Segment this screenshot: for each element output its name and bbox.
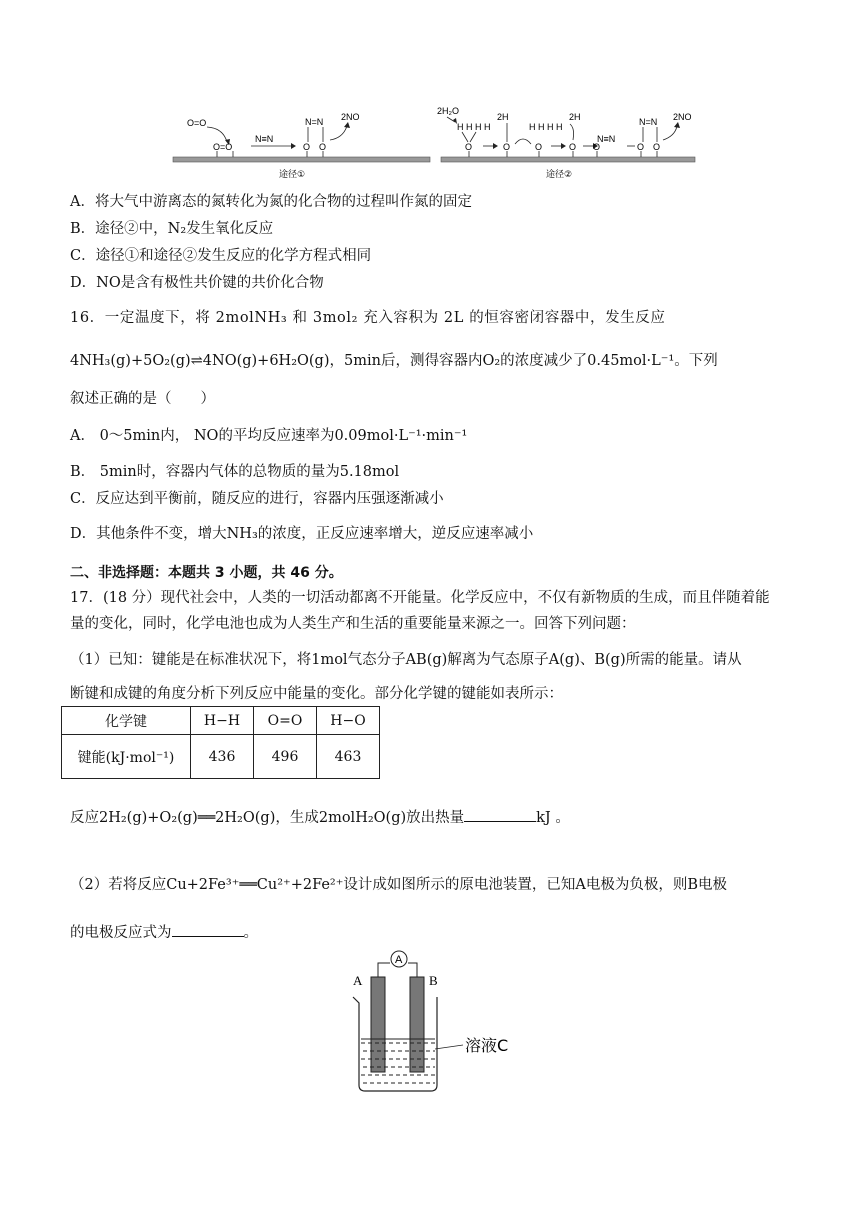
path2-o5: O	[593, 142, 601, 152]
table-value-hh: 436	[191, 735, 254, 779]
ammeter-label: A	[395, 954, 403, 966]
electrode-a	[371, 977, 385, 1072]
q17-stem-1: 17．(18 分）现代社会中，人类的一切活动都离不开能量。化学反应中，不仅有新物质的生成，而且伴随着能	[70, 590, 770, 606]
path2-2h-a: 2H	[497, 112, 509, 122]
electrode-b-label: B	[429, 973, 438, 988]
q16-stem-3: 叙述正确的是（ ）	[70, 391, 215, 407]
electrode-a-label: A	[353, 973, 363, 988]
q16-stem-1: 16．一定温度下，将 2molNH₃ 和 3mol₂ 充入容积为 2L 的恒容密闭容器中，发生反应	[70, 310, 666, 326]
path2-label: 途径②	[546, 170, 573, 180]
path2-o3: O	[535, 142, 543, 152]
path1-bound-o2: O=O	[213, 142, 233, 152]
table-header-ho: H−O	[317, 707, 380, 735]
section2-heading: 二、非选择题：本题共 3 小题，共 46 分。	[70, 565, 343, 581]
path2-2h-b: 2H	[569, 112, 581, 122]
path2-n2: N≡N	[597, 134, 616, 144]
q16-option-b: B． 5min时，容器内气体的总物质的量为5.18mol	[70, 464, 400, 480]
q15-option-d: D．NO是含有极性共价键的共价化合物	[70, 275, 324, 291]
q17-reaction-line	[70, 806, 570, 827]
table-row-label: 键能(kJ·mol⁻¹)	[62, 735, 191, 779]
path1-free-o2: O=O	[187, 118, 207, 128]
q17-part2-text: 的电极反应式为	[70, 925, 172, 941]
electrode-b	[410, 977, 424, 1072]
q17-reaction-text: 反应2H₂(g)+O₂(g)══2H₂O(g)，生成2molH₂O(g)放出热量	[70, 810, 465, 826]
path2-h-h: H H H H	[457, 122, 491, 132]
table-header-bond: 化学键	[62, 707, 191, 735]
path2-h2o: 2H₂O	[437, 106, 459, 116]
q17-stem-2: 量的变化，同时，化学电池也成为人类生产和生活的重要能量来源之一。回答下列问题：	[70, 616, 636, 632]
path2-o6: O	[637, 142, 645, 152]
galvanic-cell-diagram	[345, 945, 535, 1095]
nitrogen-pathway-diagram	[165, 100, 705, 185]
q17-part2-line1: （2）若将反应Cu+2Fe³⁺══Cu²⁺+2Fe²⁺设计成如图所示的原电池装置，已知A电极为负极，则B电极	[70, 877, 728, 893]
path1-o-right: O	[319, 142, 327, 152]
q16-option-c: C．反应达到平衡前，随反应的进行，容器内压强逐渐减小	[70, 491, 444, 507]
q17-part2-end: 。	[243, 925, 258, 941]
q17-part1-line2: 断键和成键的角度分析下列反应中能量的变化。部分化学键的键能如表所示：	[70, 686, 563, 702]
table-header-hh: H−H	[191, 707, 254, 735]
table-value-ho: 463	[317, 735, 380, 779]
solution-label: 溶液C	[465, 1036, 509, 1055]
path1-n-n: N=N	[305, 117, 324, 127]
path2-o2: O	[503, 142, 511, 152]
path1-label: 途径①	[279, 170, 306, 180]
q15-option-a: A．将大气中游离态的氮转化为氮的化合物的过程叫作氮的固定	[70, 194, 472, 210]
path2-o7: O	[653, 142, 661, 152]
q16-stem-2: 4NH₃(g)+5O₂(g)⇌4NO(g)+6H₂O(g)，5min后，测得容器内O₂的浓度减少了0.45mol·L⁻¹。下列	[70, 353, 718, 369]
path2-no: 2NO	[673, 112, 692, 122]
bond-energy-table	[61, 706, 380, 779]
q17-reaction-unit: kJ 。	[536, 810, 570, 826]
q17-part2-line2	[70, 921, 258, 942]
q17-part1-line1: （1）已知：键能是在标准状况下，将1mol气态分子AB(g)解离为气态原子A(g)、B(g)所需的能量。请从	[70, 652, 742, 668]
path1-o-left: O	[303, 142, 311, 152]
path1-no: 2NO	[341, 112, 360, 122]
q16-option-a: A． 0～5min内， NO的平均反应速率为0.09mol·L⁻¹·min⁻¹	[70, 428, 468, 444]
path2-surface	[441, 157, 695, 162]
path2-h-single: H H H H	[529, 122, 563, 132]
path2-o4: O	[569, 142, 577, 152]
q16-option-d: D．其他条件不变，增大NH₃的浓度，正反应速率增大，逆反应速率减小	[70, 526, 534, 542]
path2-n-n: N=N	[639, 117, 658, 127]
q17-answer-blank-2[interactable]	[172, 922, 244, 937]
q17-answer-blank-1[interactable]	[464, 807, 536, 822]
path2-o1: O	[465, 142, 473, 152]
q15-option-c: C．途径①和途径②发生反应的化学方程式相同	[70, 248, 372, 264]
path1-n2: N≡N	[255, 134, 274, 144]
q15-option-b: B．途径②中，N₂发生氧化反应	[70, 221, 274, 237]
table-value-oo: 496	[254, 735, 317, 779]
table-header-oo: O=O	[254, 707, 317, 735]
path1-surface	[173, 157, 430, 162]
